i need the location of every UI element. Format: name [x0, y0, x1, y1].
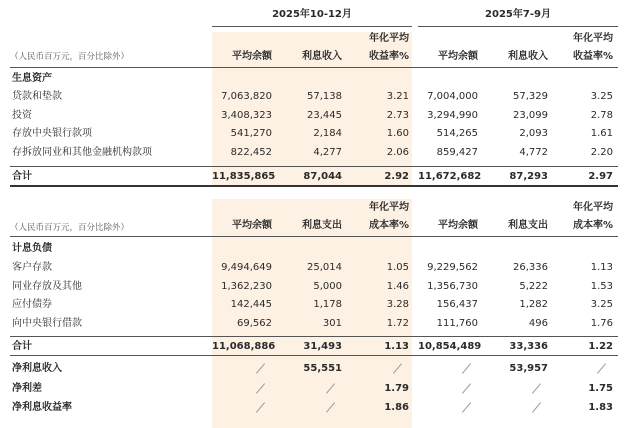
liab-row-2-label: 应付债券 — [12, 299, 52, 310]
liab-row-2-a1: 142,445 — [230, 299, 272, 310]
assets-row-3-b3: 2.20 — [590, 146, 613, 158]
assets-row-3-label: 存拆放同业和其他金融机构款项 — [12, 146, 152, 158]
liab-row-2-b2: 1,282 — [519, 299, 548, 310]
assets-row-0-label: 贷款和垫款 — [12, 91, 62, 102]
assets-total-rule-bottom — [10, 185, 618, 187]
assets-col-yield-l1-current: 年化平均 — [369, 33, 409, 44]
summary-row-0-a2: 55,551 — [303, 363, 342, 374]
liab-total-b3: 1.22 — [588, 341, 613, 352]
assets-total-label: 合计 — [12, 171, 32, 182]
summary-row-2-a3: 1.86 — [384, 402, 409, 413]
summary-row-0-b2: 53,957 — [509, 363, 548, 374]
period-underline-previous — [418, 26, 618, 27]
assets-col-interest-current: 利息收入 — [302, 51, 342, 62]
assets-col-yield-l1-previous: 年化平均 — [573, 33, 613, 44]
assets-col-avg-balance-previous: 平均余额 — [438, 51, 478, 62]
liab-col-cost-l1-current: 年化平均 — [369, 202, 409, 213]
assets-col-yield-l2-current: 收益率% — [368, 51, 409, 62]
liab-row-1-a3: 1.46 — [386, 280, 409, 292]
liab-total-rule-bottom — [10, 355, 618, 356]
assets-row-3-b1: 859,427 — [436, 146, 478, 158]
assets-col-avg-balance-current: 平均余额 — [232, 51, 272, 62]
liabilities-unit-note: （人民币百万元，百分比除外） — [10, 223, 130, 233]
assets-unit-note: （人民币百万元，百分比除外） — [10, 52, 130, 62]
assets-row-1-b3: 2.78 — [590, 109, 613, 121]
liab-row-0-b2: 26,336 — [513, 262, 548, 273]
liab-total-b2: 33,336 — [509, 341, 548, 352]
assets-col-interest-previous: 利息收入 — [508, 51, 548, 62]
liab-col-cost-l2-previous: 成本率% — [572, 220, 613, 231]
assets-row-0-b2: 57,329 — [513, 91, 548, 102]
liab-row-3-b1: 111,760 — [436, 317, 478, 329]
assets-row-2-b3: 1.61 — [590, 128, 613, 139]
liab-row-2-a2: 1,178 — [313, 299, 342, 310]
period-header-current: 2025年10-12月 — [272, 9, 352, 20]
liab-col-cost-l2-current: 成本率% — [368, 220, 409, 231]
not-applicable-slash — [532, 402, 541, 413]
summary-row-1-label: 净利差 — [12, 382, 42, 394]
assets-header-rule — [10, 67, 618, 68]
liab-row-2-b3: 3.25 — [590, 299, 613, 310]
liab-total-a3: 1.13 — [384, 341, 409, 352]
not-applicable-slash — [462, 363, 471, 374]
assets-row-2-label: 存放中央银行款项 — [12, 128, 92, 139]
liab-row-1-b2: 5,222 — [519, 280, 548, 292]
assets-row-1-label: 投资 — [12, 109, 32, 121]
assets-total-b1: 11,672,682 — [418, 171, 482, 182]
not-applicable-slash — [462, 383, 471, 394]
liab-row-1-label: 同业存放及其他 — [12, 280, 82, 292]
liab-col-cost-l1-previous: 年化平均 — [573, 202, 613, 213]
summary-row-2-b3: 1.83 — [588, 402, 613, 413]
assets-row-0-a1: 7,063,820 — [221, 91, 272, 102]
assets-total-b3: 2.97 — [588, 171, 613, 182]
liab-col-avg-balance-previous: 平均余额 — [438, 220, 478, 231]
not-applicable-slash — [532, 383, 541, 394]
summary-row-2-label: 净利息收益率 — [12, 402, 72, 413]
assets-total-a1: 11,835,865 — [212, 171, 276, 182]
assets-row-0-b3: 3.25 — [590, 91, 613, 102]
liab-row-3-a2: 301 — [322, 317, 342, 329]
liab-row-0-a1: 9,494,649 — [221, 262, 272, 273]
summary-row-1-a3: 1.79 — [384, 382, 409, 394]
period-header-previous: 2025年7-9月 — [485, 9, 551, 20]
assets-row-0-a2: 57,138 — [307, 91, 342, 102]
liab-header-rule — [10, 236, 618, 237]
not-applicable-slash — [462, 402, 471, 413]
liab-row-1-b3: 1.53 — [590, 280, 613, 292]
liab-row-0-b3: 1.13 — [590, 262, 613, 273]
liab-row-3-a3: 1.72 — [386, 317, 409, 329]
assets-section-title: 生息资产 — [12, 73, 52, 84]
assets-row-2-a3: 1.60 — [386, 128, 409, 139]
liab-row-1-a2: 5,000 — [313, 280, 342, 292]
assets-row-0-b1: 7,004,000 — [427, 91, 478, 102]
assets-total-a2: 87,044 — [303, 171, 342, 182]
assets-total-a3: 2.92 — [384, 171, 409, 182]
liab-col-avg-balance-current: 平均余额 — [232, 220, 272, 231]
assets-row-1-a2: 23,445 — [307, 109, 342, 121]
liab-row-0-b1: 9,229,562 — [427, 262, 478, 273]
assets-row-1-a1: 3,408,323 — [221, 109, 272, 121]
liab-row-3-a1: 69,562 — [237, 317, 272, 329]
liab-row-1-a1: 1,362,230 — [221, 280, 272, 292]
liab-total-b1: 10,854,489 — [418, 341, 482, 352]
summary-row-1-b3: 1.75 — [588, 382, 613, 394]
liab-row-2-a3: 3.28 — [386, 299, 409, 310]
liab-row-3-label: 向中央银行借款 — [12, 317, 82, 329]
period-underline-current — [212, 26, 412, 27]
assets-row-2-b2: 2,093 — [519, 128, 548, 139]
liab-row-2-b1: 156,437 — [436, 299, 478, 310]
assets-row-2-a1: 541,270 — [230, 128, 272, 139]
assets-total-b2: 87,293 — [509, 171, 548, 182]
assets-row-3-a3: 2.06 — [386, 146, 409, 158]
summary-row-0-label: 净利息收入 — [12, 363, 62, 374]
liab-total-a2: 31,493 — [303, 341, 342, 352]
liab-row-0-label: 客户存款 — [12, 262, 52, 273]
assets-total-rule-top — [10, 166, 618, 167]
liab-row-1-b1: 1,356,730 — [427, 280, 478, 292]
assets-row-1-a3: 2.73 — [386, 109, 409, 121]
liab-col-interest-previous: 利息支出 — [508, 220, 548, 231]
assets-row-0-a3: 3.21 — [386, 91, 409, 102]
assets-row-2-b1: 514,265 — [436, 128, 478, 139]
liab-col-interest-current: 利息支出 — [302, 220, 342, 231]
liab-row-3-b3: 1.76 — [590, 317, 613, 329]
assets-row-1-b2: 23,099 — [513, 109, 548, 121]
not-applicable-slash — [597, 363, 606, 374]
liab-total-label: 合计 — [12, 341, 32, 352]
assets-row-2-a2: 2,184 — [313, 128, 342, 139]
assets-row-3-b2: 4,772 — [519, 146, 548, 158]
liab-row-0-a3: 1.05 — [386, 262, 409, 273]
liab-row-3-b2: 496 — [528, 317, 548, 329]
assets-row-1-b1: 3,294,990 — [427, 109, 478, 121]
liab-total-rule-top — [10, 336, 618, 337]
assets-col-yield-l2-previous: 收益率% — [572, 51, 613, 62]
liab-total-a1: 11,068,886 — [212, 341, 276, 352]
liab-row-0-a2: 25,014 — [307, 262, 342, 273]
liabilities-section-title: 计息负债 — [12, 243, 52, 254]
assets-row-3-a1: 822,452 — [230, 146, 272, 158]
assets-row-3-a2: 4,277 — [313, 146, 342, 158]
